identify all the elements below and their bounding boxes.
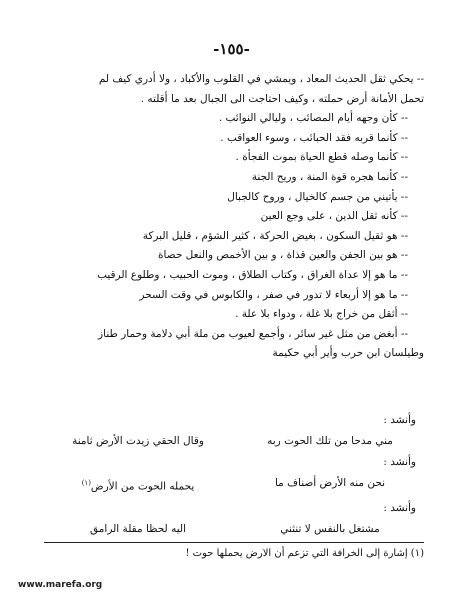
text-line: تحمل الأمانة أرض حملته ، وكيف احتاجت الى الجبال بعد ما أقلته . [140,92,424,105]
text-line: -- أبغض من مثل غير سائر ، وأجمع لعيوب من ملة أبي دلامة وحمار طناز [98,327,408,340]
text-line: -- يأتيني من جسم كالخيال ، وروح كالجبال [227,190,408,203]
verse-first-hemistich: مني مدحا من تلك الحوت ربه [267,435,393,447]
verse-second-hemistich-text: اليه لحظا مقلة الرامق [90,522,186,535]
text-line: -- ما هو إلا أربعاء لا تدور في صفر ، والكابوس في وقت السحر [139,288,408,301]
verse-second-hemistich-text: وقال الحقي زيدت الأرض ثامنة [72,435,204,447]
text-line: -- هو بين الجفن والعين قذاة ، و بين الأخمص والنعل حصاة [158,249,408,262]
poem-intro: وأنشد : [383,456,416,468]
text-line: -- يحكي ثقل الحديث المعاد ، ويمشي في القلوب والأكباد ، ولا أدري كيف لم [98,73,424,85]
verse-second-hemistich [53,430,223,452]
verse-second-hemistich [53,518,223,540]
text-line: -- هو ثقيل السكون ، بغيض الحركة ، كثير الشؤم ، قليل البركة [142,229,408,242]
body-text [44,70,424,364]
footnote-marker: (١) [81,479,91,487]
text-line: -- أثقل من خراج بلا غلة ، ودواء بلا علة . [235,308,408,321]
verse-first-hemistich: نحن منه الأرض أصناف ما [274,477,386,489]
footnote: (١) إشارة إلى الخرافة التي تزعم أن الارض يحملها حوت ! [185,548,424,559]
text-line: -- كأن وجهه أيام المصائب ، وليالي النوائب . [218,112,408,125]
text-line: -- كأنما وصله قطع الحياة بموت الفجأة . [235,151,408,164]
verse-second-hemistich [53,472,223,498]
poems-section [44,410,424,540]
website-watermark[interactable]: www.marefa.org [18,580,103,590]
verse-second-hemistich-text: يحمله الحوت من الأرض [90,480,195,493]
poem-intro: وأنشد : [383,501,416,514]
poem-intro: وأنشد : [383,414,416,426]
verse-line [44,430,424,452]
text-line: -- كأنما هجره قوة المنة ، وريح الجنة [251,170,408,183]
text-line: -- كأنه ثقل الدين ، على وجع العين [260,210,408,223]
page-number: -١٥٥- [213,40,250,58]
text-line: وطيلسان ابن حرب وأير أبي حكيمة [272,347,424,360]
text-line: -- كأنما قربه فقد الحبائب ، وسوء العواقب . [220,131,408,144]
footnote-divider [44,542,424,543]
text-line: -- ما هو إلا عداة الغراق ، وكتاب الطلاق ، وموت الحبيب ، وطلوع الرقيب [97,268,408,281]
verse-first-hemistich: مشتغل بالنفس لا تنثني [280,522,380,535]
verse-line [44,472,424,498]
verse-line [44,518,424,540]
